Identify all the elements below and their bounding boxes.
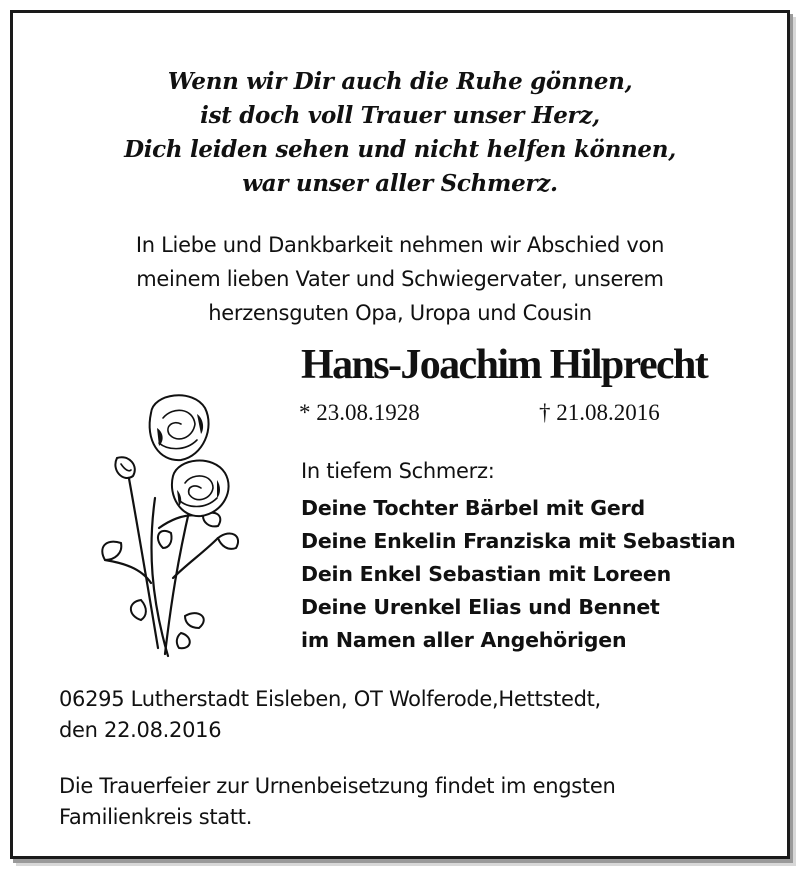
- mourners-list: [301, 492, 736, 657]
- mourner-line: im Namen aller Angehörigen: [301, 628, 627, 652]
- poem-line: Dich leiden sehen und nicht helfen können,: [124, 136, 676, 163]
- mourners-heading: In tiefem Schmerz:: [301, 459, 495, 483]
- poem-line: war unser aller Schmerz.: [242, 170, 558, 197]
- poem-line: ist doch voll Trauer unser Herz,: [200, 102, 600, 129]
- mourner-line: Deine Enkelin Franziska mit Sebastian: [301, 529, 736, 553]
- poem: [13, 65, 787, 201]
- mourner-line: Dein Enkel Sebastian mit Loreen: [301, 562, 671, 586]
- roses-illustration-icon: [93, 388, 273, 673]
- ceremony-line: Familienkreis statt.: [59, 805, 253, 829]
- mourner-line: Deine Urenkel Elias und Bennet: [301, 595, 660, 619]
- place-and-date: [59, 684, 601, 746]
- intro-line: In Liebe und Dankbarkeit nehmen wir Abschied von: [135, 233, 665, 257]
- death-date: † 21.08.2016: [539, 400, 660, 425]
- intro-line: meinem lieben Vater und Schwiegervater, unserem: [136, 267, 664, 291]
- date-line: den 22.08.2016: [59, 718, 222, 742]
- birth-date: * 23.08.1928: [299, 400, 420, 425]
- intro-line: herzensguten Opa, Uropa und Cousin: [208, 301, 592, 325]
- place-line: 06295 Lutherstadt Eisleben, OT Wolferode,Hettstedt,: [59, 687, 601, 711]
- poem-line: Wenn wir Dir auch die Ruhe gönnen,: [167, 68, 633, 95]
- ceremony-line: Die Trauerfeier zur Urnenbeisetzung findet im engsten: [59, 774, 616, 798]
- ceremony-note: [59, 771, 615, 833]
- deceased-name: Hans-Joachim Hilprecht: [301, 342, 708, 388]
- notice-frame: [10, 10, 790, 859]
- mourner-line: Deine Tochter Bärbel mit Gerd: [301, 496, 645, 520]
- intro-text: [13, 228, 787, 330]
